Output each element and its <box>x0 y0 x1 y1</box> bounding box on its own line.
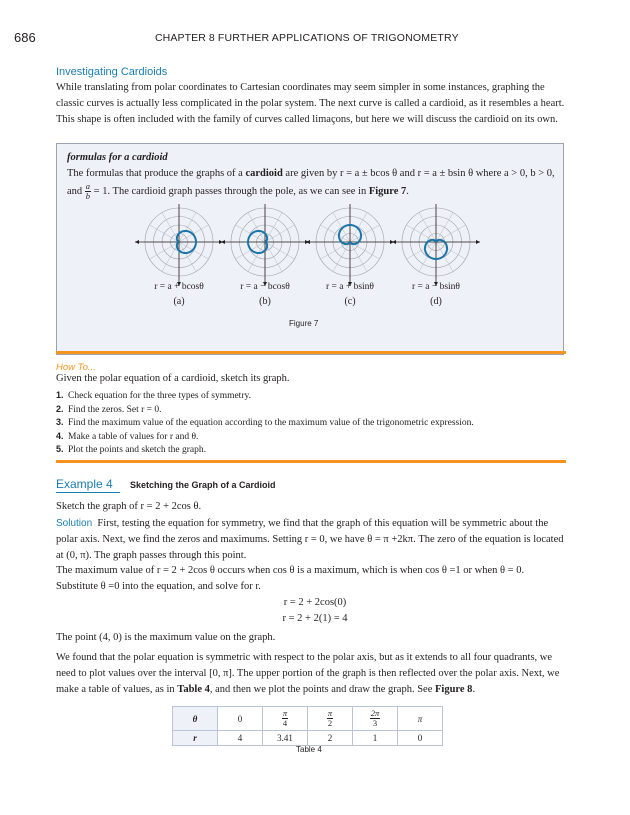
chapter-label: CHAPTER 8 <box>155 32 215 44</box>
r-cell: 0 <box>398 731 443 746</box>
table-row-theta <box>173 707 443 731</box>
solution-label: Solution <box>56 518 93 529</box>
formula-box-title: formulas for a cardioid <box>67 152 168 163</box>
graph-label-b: r = a − bcosθ <box>240 282 290 292</box>
howto-step: 4. Make a table of values for r and θ. <box>56 430 199 442</box>
howto-step: 5. Plot the points and sketch the graph. <box>56 444 206 455</box>
equation-1: r = 2 + 2cos(0) <box>283 597 347 608</box>
howto-step: 1. Check equation for the three types of symmetry. <box>56 390 251 401</box>
howto-steps <box>56 389 566 457</box>
table-row-r <box>173 731 443 746</box>
arrow-head <box>135 240 139 244</box>
graph-label-c: r = a + bsinθ <box>326 282 374 292</box>
r-cell: 2 <box>308 731 353 746</box>
graph-letter-b: (b) <box>259 296 271 307</box>
values-table <box>172 706 443 746</box>
intro-paragraph: While translating from polar coordinates to Cartesian coordinates may seem simpler in some instances, graphing the classic curves is actually less complicated in the polar system. The next curve is called a cardioid, as it resembles a heart. This shape is often included with the family of curves called limaçons, but here we will discuss the cardioid on its own. <box>56 82 565 125</box>
cardioid-figure <box>57 204 565 314</box>
r-cell: 3.41 <box>263 731 308 746</box>
arrow-head <box>221 240 225 244</box>
howto-title: How To... <box>56 362 96 373</box>
example-solution <box>56 516 566 564</box>
howto-step: 2. Find the zeros. Set r = 0. <box>56 403 162 415</box>
r-cell: 4 <box>218 731 263 746</box>
howto-step: 3. Find the maximum value of the equation according to the maximum value of the trigonometric expression. <box>56 417 474 428</box>
example-label: Example 4 <box>56 477 113 491</box>
graph-letter-c: (c) <box>344 296 356 307</box>
theta-cell: 0 <box>218 707 263 731</box>
chapter-title: FURTHER APPLICATIONS OF TRIGONOMETRY <box>217 32 459 44</box>
graph-letter-d: (d) <box>430 296 442 307</box>
page-number: 686 <box>14 30 36 45</box>
theta-cell: π <box>398 707 443 731</box>
point-paragraph: The point (4, 0) is the maximum value on the graph. <box>56 632 276 643</box>
final-paragraph: We found that the polar equation is symmetric with respect to the polar axis, but as it extends to all four quadrants, we need to plot values over the interval [0, π]. The upper portion of the graph is then reflected over the polar axis. Next, we make a table of values, as in Table 4, and then we plot the points and draw the graph. See Figure 8. <box>56 652 560 695</box>
arrow-head <box>392 240 396 244</box>
maximum-paragraph: The maximum value of r = 2 + 2cos θ occurs when cos θ is a maximum, which is when cos θ =1 or when θ = 0. Substitute θ =0 into the equation, and solve for r. <box>56 565 525 592</box>
graph-label-a: r = a + bcosθ <box>154 282 204 292</box>
table-4-reference: Table 4 <box>177 684 210 695</box>
arrow-head <box>476 240 480 244</box>
equation-2: r = 2 + 2(1) = 4 <box>282 613 348 624</box>
formula-box-text: The formulas that produce the graphs of a cardioid are given by r = a ± bcos θ and r = a ± bsin θ where a > 0, b > 0, and $\frac{a}{b}$ = 1. The cardioid graph passes through the pole, as we can see in Figure 7. <box>67 168 555 201</box>
howto-intro: Given the polar equation of a cardioid, sketch its graph. <box>56 373 290 384</box>
figure-8-reference: Figure 8 <box>435 684 473 695</box>
table-header-theta: θ <box>173 707 218 731</box>
section-title: Investigating Cardioids <box>56 66 168 78</box>
formula-text-1: The formulas that produce the graphs of a <box>67 168 243 179</box>
graph-letter-a: (a) <box>173 296 185 307</box>
howto-bottom-rule <box>56 460 566 463</box>
example-title: Sketching the Graph of a Cardioid <box>130 480 276 490</box>
howto-top-rule <box>56 351 566 354</box>
graph-label-d: r = a − bsinθ <box>412 282 460 292</box>
formula-text-2: are given by r = a ± bcos θ and r = a ± bsin θ where a > 0, b > 0, and <box>67 168 555 197</box>
chapter-header <box>155 32 459 44</box>
solution-text: First, testing the equation for symmetry, we find that the graph of this equation will be symmetric about the polar axis. Next, we find the zeros and maximums. Setting r = 0, we have θ = π +2kπ. The zero of the equation is located at (0, π). The graph passes through this point. <box>56 518 564 561</box>
theta-cell: $\frac{2\pi}{3}$ <box>353 707 398 731</box>
example-problem: Sketch the graph of r = 2 + 2cos θ. <box>56 501 202 512</box>
theta-cell: $\frac{\pi}{4}$ <box>263 707 308 731</box>
figure-7-reference: Figure 7 <box>368 185 407 197</box>
formula-text-3: = 1. The cardioid graph passes through the pole, as we can see in <box>93 185 367 197</box>
formula-bold-word: cardioid <box>245 168 283 179</box>
table-4-caption: Table 4 <box>296 745 322 754</box>
table-header-r: r <box>173 731 218 746</box>
theta-cell: $\frac{\pi}{2}$ <box>308 707 353 731</box>
example-underline <box>56 492 120 493</box>
formula-box <box>56 143 564 355</box>
arrow-head <box>306 240 310 244</box>
figure-7-caption: Figure 7 <box>289 319 319 328</box>
r-cell: 1 <box>353 731 398 746</box>
fraction-a-over-b: $\frac{a}{b}$ <box>85 181 91 201</box>
